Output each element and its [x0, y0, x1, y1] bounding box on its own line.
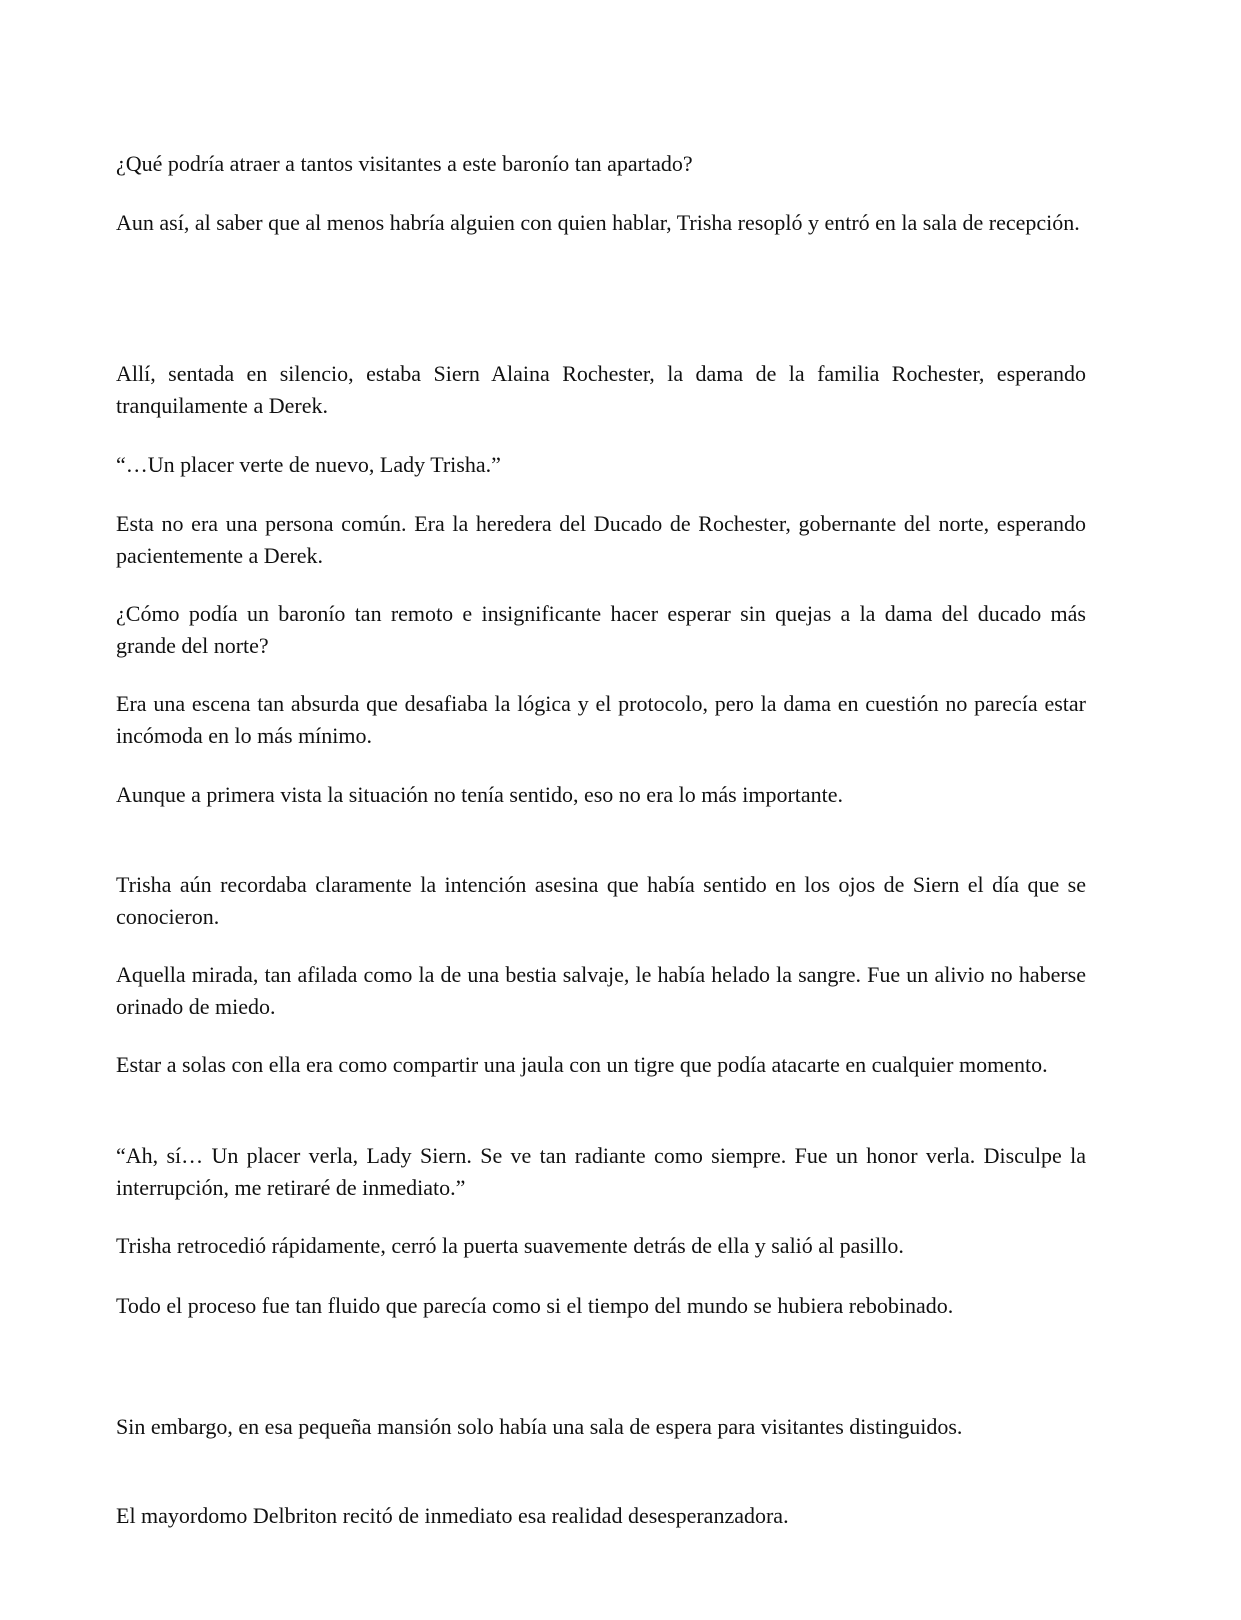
- paragraph-13: Trisha retrocedió rápidamente, cerró la puerta suavemente detrás de ella y salió al pasillo.: [116, 1233, 904, 1258]
- paragraph-14: Todo el proceso fue tan fluido que parecía como si el tiempo del mundo se hubiera rebobinado.: [116, 1293, 954, 1318]
- paragraph-15: Sin embargo, en esa pequeña mansión solo había una sala de espera para visitantes distinguidos.: [116, 1414, 963, 1439]
- paragraph-5: Esta no era una persona común. Era la heredera del Ducado de Rochester, gobernante del norte, esperando pacientemente a Derek.: [116, 511, 1086, 568]
- paragraph-9: Trisha aún recordaba claramente la intención asesina que había sentido en los ojos de Siern el día que se conocieron.: [116, 872, 1086, 929]
- paragraph-2: Aun así, al saber que al menos habría alguien con quien hablar, Trisha resopló y entró en la sala de recepción.: [116, 210, 1080, 235]
- paragraph-6: ¿Cómo podía un baronío tan remoto e insignificante hacer esperar sin quejas a la dama del ducado más grande del norte?: [116, 601, 1086, 658]
- paragraph-4: “…Un placer verte de nuevo, Lady Trisha.”: [116, 452, 501, 477]
- paragraph-8: Aunque a primera vista la situación no tenía sentido, eso no era lo más importante.: [116, 782, 844, 807]
- paragraph-1: ¿Qué podría atraer a tantos visitantes a este baronío tan apartado?: [116, 151, 693, 176]
- paragraph-11: Estar a solas con ella era como compartir una jaula con un tigre que podía atacarte en cualquier momento.: [116, 1052, 1048, 1077]
- paragraph-3: Allí, sentada en silencio, estaba Siern Alaina Rochester, la dama de la familia Rochester, esperando tranquilamente a Derek.: [116, 361, 1086, 418]
- paragraph-12: “Ah, sí… Un placer verla, Lady Siern. Se ve tan radiante como siempre. Fue un honor verla. Disculpe la interrupción, me retiraré de inmediato.”: [116, 1143, 1086, 1200]
- paragraph-16: El mayordomo Delbriton recitó de inmediato esa realidad desesperanzadora.: [116, 1503, 789, 1528]
- paragraph-7: Era una escena tan absurda que desafiaba la lógica y el protocolo, pero la dama en cuestión no parecía estar incómoda en lo más mínimo.: [116, 691, 1086, 748]
- paragraph-10: Aquella mirada, tan afilada como la de una bestia salvaje, le había helado la sangre. Fue un alivio no haberse orinado de miedo.: [116, 962, 1086, 1019]
